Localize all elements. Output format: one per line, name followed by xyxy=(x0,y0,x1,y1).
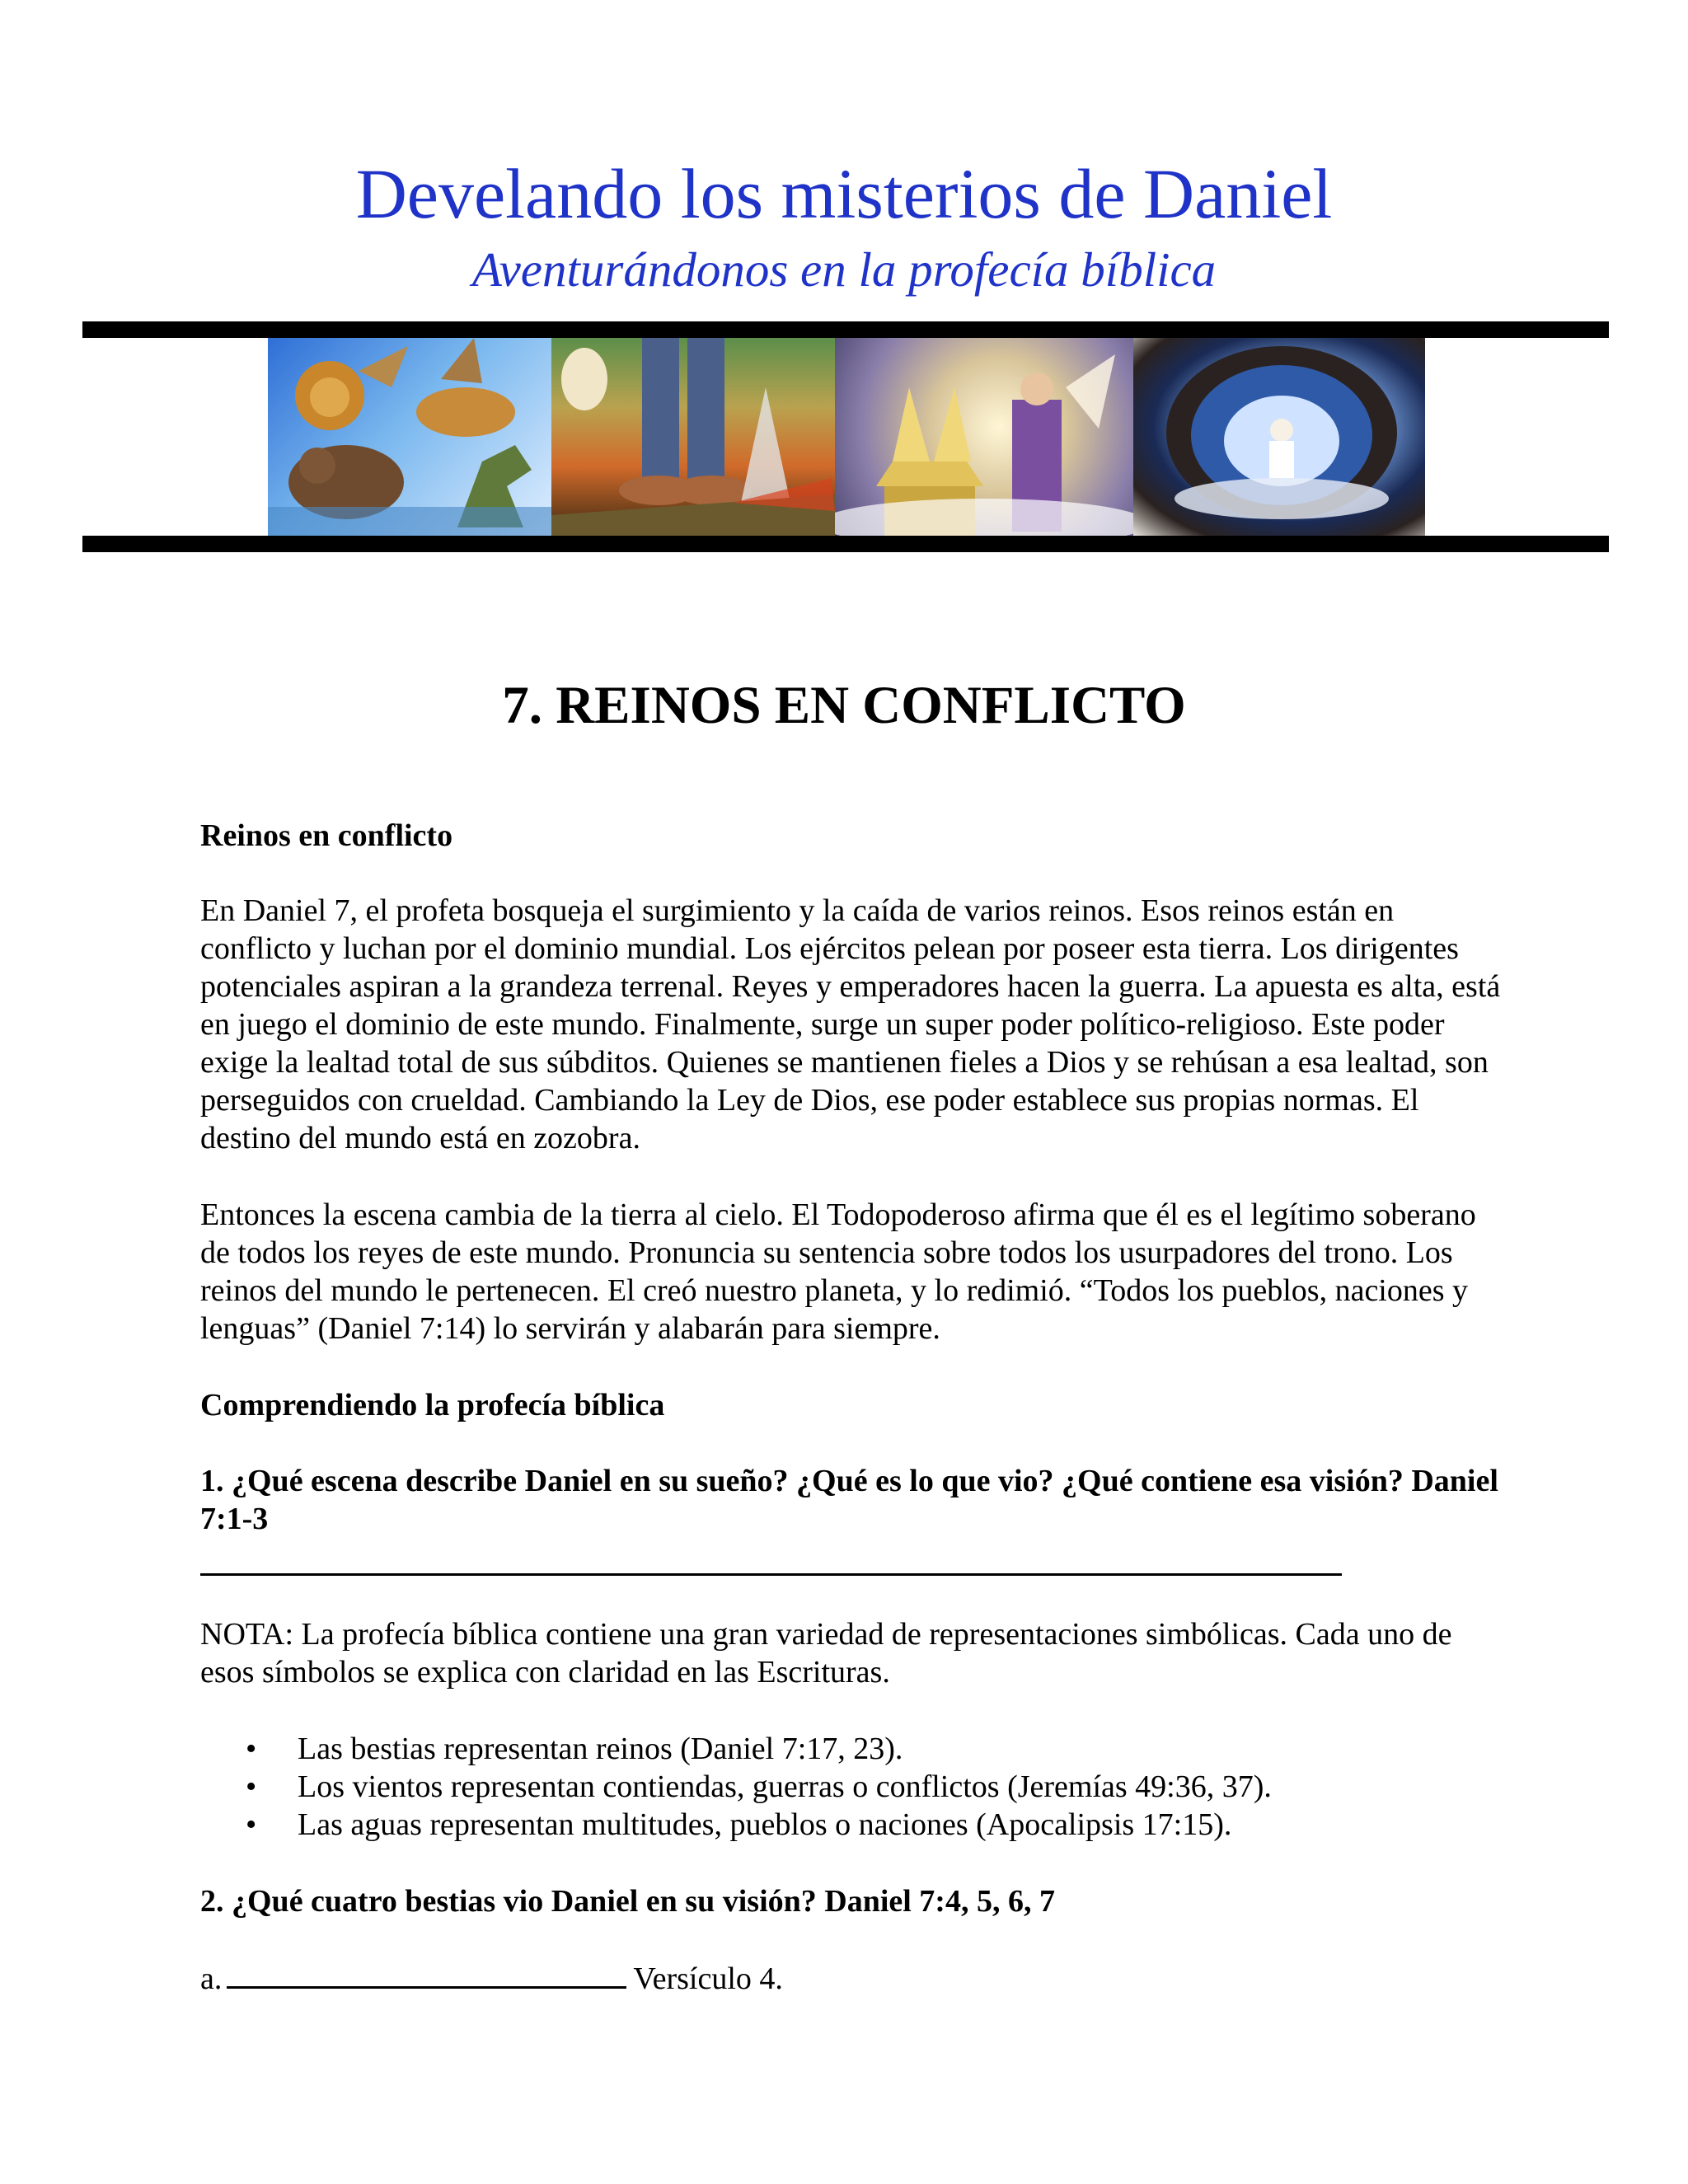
answer-line-1[interactable] xyxy=(200,1573,1342,1576)
note-paragraph: NOTA: La profecía bíblica contiene una gran variedad de representaciones simbólicas. Cada uno de esos símbolos se explica con claridad en las Escrituras. xyxy=(200,1617,1452,1690)
list-item xyxy=(200,1806,1272,1844)
intro-paragraph-1: En Daniel 7, el profeta bosqueja el surgimiento y la caída de varios reinos. Esos reinos están en conflicto y luchan por el dominio mundial. Los ejércitos pelean por poseer esta tierra. Los dirigentes potenciales aspiran a la grandeza terrenal. Reyes y emperadores hacen la guerra. La apuesta es alta, está en juego el dominio de este mundo. Finalmente, surge un super poder político-religioso. Este poder exige la lealtad total de sus súbditos. Quienes se mantienen fieles a Dios y se rehúsan a esa lealtad, son perseguidos con crueldad. Cambiando la Ley de Dios, ese poder establece sus propias normas. El destino del mundo está en zozobra. xyxy=(200,893,1501,1155)
list-item xyxy=(200,1768,1272,1806)
lesson-title: 7. REINOS EN CONFLICTO xyxy=(502,676,1186,735)
section-heading-reinos: Reinos en conflicto xyxy=(200,818,453,853)
question-2: 2. ¿Qué cuatro bestias vio Daniel en su visión? Daniel 7:4, 5, 6, 7 xyxy=(200,1884,1055,1919)
header-title: Develando los misterios de Daniel xyxy=(355,154,1333,233)
statue-feet-illustration xyxy=(551,338,835,536)
symbol-list xyxy=(200,1730,1272,1844)
bullet-icon: • xyxy=(246,1732,257,1766)
banner-images xyxy=(268,338,1425,536)
section-heading-comprendiendo: Comprendiendo la profecía bíblica xyxy=(200,1388,665,1422)
second-coming-illustration xyxy=(1133,338,1425,536)
banner-bottom-rule xyxy=(82,536,1609,552)
banner-top-rule xyxy=(82,321,1609,338)
answer-a-row xyxy=(200,1958,783,1998)
list-item xyxy=(200,1730,1272,1768)
four-beasts-illustration xyxy=(268,338,551,536)
bullet-icon: • xyxy=(246,1769,257,1804)
answer-a-blank[interactable] xyxy=(227,1958,626,1989)
heavenly-sanctuary-illustration xyxy=(835,338,1133,536)
list-item-text: Las bestias representan reinos (Daniel 7:17, 23). xyxy=(298,1732,903,1766)
list-item-text: Las aguas representan multitudes, pueblos o naciones (Apocalipsis 17:15). xyxy=(298,1807,1232,1842)
bullet-icon: • xyxy=(246,1807,257,1842)
answer-a-suffix: Versículo 4. xyxy=(633,1961,783,1996)
intro-paragraph-2: Entonces la escena cambia de la tierra al cielo. El Todopoderoso afirma que él es el legítimo soberano de todos los reyes de este mundo. Pronuncia su sentencia sobre todos los usurpadores del trono. Los reinos del mundo le pertenecen. El creó nuestro planeta, y lo redimió. “Todos los pueblos, naciones y lenguas” (Daniel 7:14) lo servirán y alabarán para siempre. xyxy=(200,1197,1476,1346)
question-1: 1. ¿Qué escena describe Daniel en su sueño? ¿Qué es lo que vio? ¿Qué contiene esa visión? Daniel 7:1-3 xyxy=(200,1464,1498,1536)
answer-a-label: a. xyxy=(200,1961,223,1996)
list-item-text: Los vientos representan contiendas, guerras o conflictos (Jeremías 49:36, 37). xyxy=(298,1769,1272,1804)
header-subtitle: Aventurándonos en la profecía bíblica xyxy=(471,242,1217,297)
